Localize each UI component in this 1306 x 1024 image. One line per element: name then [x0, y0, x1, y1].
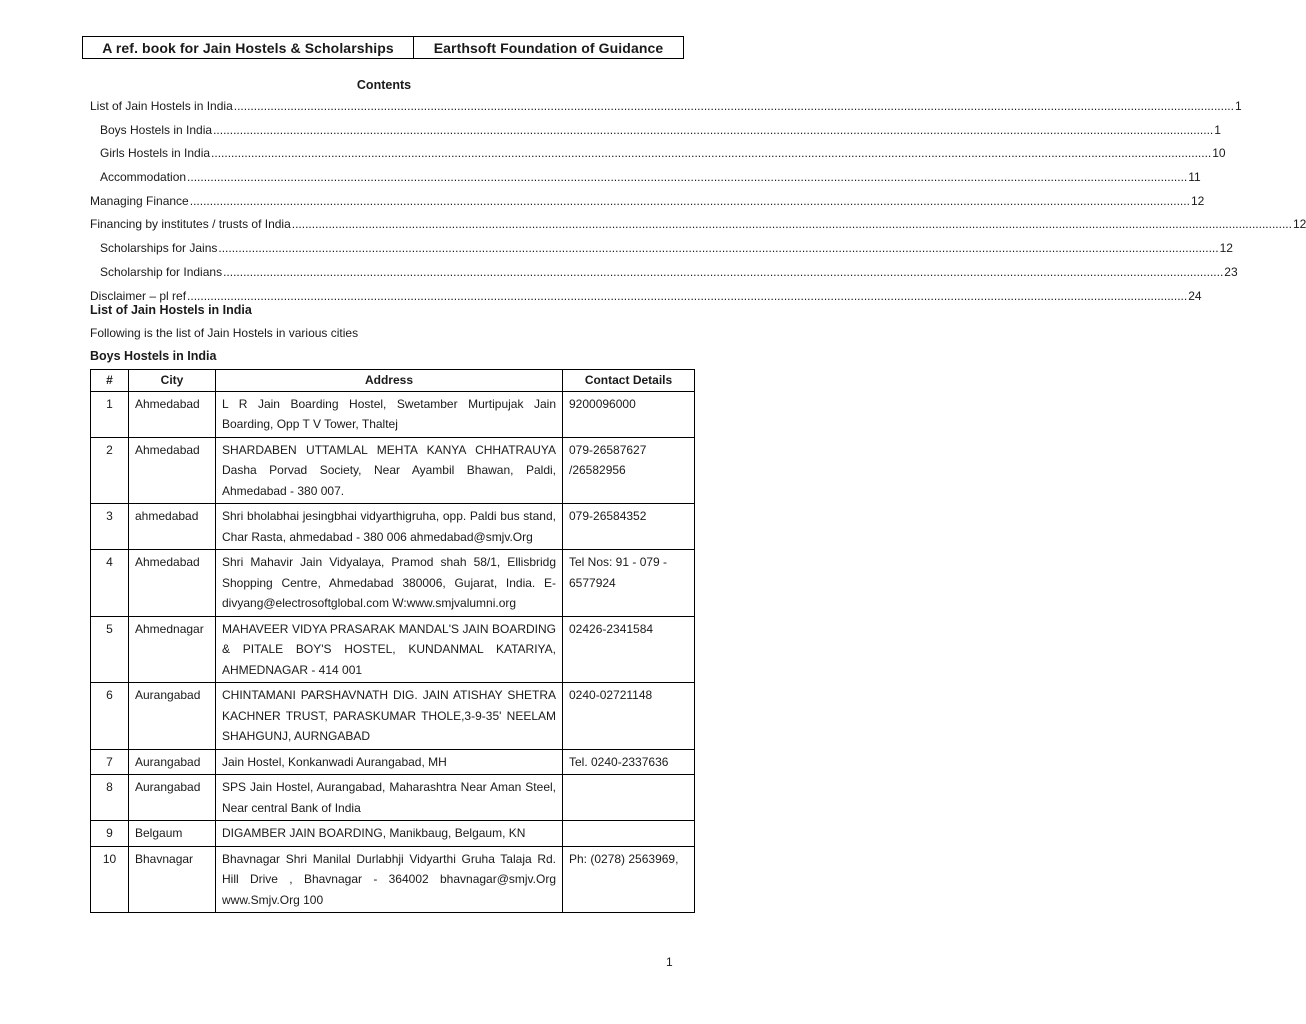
toc-dot-leader: ............................................................................................................................................................................................................................................................................................................ [189, 193, 1190, 208]
toc-entry[interactable] [90, 122, 1221, 147]
hostel-city: Ahmedabad [129, 550, 216, 617]
table-row [91, 550, 695, 617]
toc-dot-leader: ............................................................................................................................................................................................................................................................................................................ [218, 241, 1219, 256]
hostel-number: 5 [91, 616, 129, 683]
toc-entry-page: 1 [1214, 122, 1221, 137]
hostel-address: Shri Mahavir Jain Vidyalaya, Pramod shah 58/1, Ellisbridg Shopping Centre, Ahmedabad 380006, Gujarat, India. E- divyang@electrosoftglobal.com W:www.smjvalumni.org [216, 550, 563, 617]
table-row [91, 775, 695, 821]
hostel-contact: Tel Nos: 91 - 079 - 6577924 [563, 550, 695, 617]
col-header-number: # [91, 370, 129, 392]
hostel-address: MAHAVEER VIDYA PRASARAK MANDAL'S JAIN BOARDING & PITALE BOY'S HOSTEL, KUNDANMAL KATARIYA, AHMEDNAGAR - 414 001 [216, 616, 563, 683]
table-row [91, 749, 695, 775]
hostel-contact [563, 821, 695, 847]
toc-entry[interactable] [90, 217, 1306, 241]
hostel-city: Ahmedabad [129, 437, 216, 504]
contents-title: Contents [356, 78, 412, 92]
table-row [91, 616, 695, 683]
toc-entry-label: List of Jain Hostels in India [90, 99, 233, 113]
hostel-address: Jain Hostel, Konkanwadi Aurangabad, MH [216, 749, 563, 775]
hostel-number: 3 [91, 504, 129, 550]
hostel-address: L R Jain Boarding Hostel, Swetamber Murtipujak Jain Boarding, Opp T V Tower, Thaltej [216, 391, 563, 437]
toc-dot-leader: ............................................................................................................................................................................................................................................................................................................ [187, 288, 1188, 303]
toc-entry-label: Managing Finance [90, 193, 189, 208]
hostel-address: Bhavnagar Shri Manilal Durlabhji Vidyarthi Gruha Talaja Rd. Hill Drive , Bhavnagar - 364002 bhavnagar@smjv.Org www.Smjv.Org 100 [216, 846, 563, 913]
toc-entry-label: Scholarship for Indians [100, 264, 223, 279]
toc-entry-label: Boys Hostels in India [100, 122, 213, 137]
hostel-contact: Ph: (0278) 2563969, [563, 846, 695, 913]
hostel-number: 7 [91, 749, 129, 775]
hostel-contact: 02426-2341584 [563, 616, 695, 683]
toc-entry[interactable] [90, 264, 1238, 289]
hostel-number: 8 [91, 775, 129, 821]
table-row [91, 437, 695, 504]
intro-text: Following is the list of Jain Hostels in various cities [90, 326, 359, 340]
hostel-city: Ahmedabad [129, 391, 216, 437]
header-organization: Earthsoft Foundation of Guidance [433, 39, 664, 56]
document-header [82, 36, 684, 59]
toc-entry[interactable] [90, 170, 1201, 194]
hostel-number: 4 [91, 550, 129, 617]
toc-entry-page: 24 [1188, 288, 1202, 303]
hostel-contact [563, 775, 695, 821]
hostel-city: Ahmednagar [129, 616, 216, 683]
col-header-city: City [129, 370, 216, 392]
hostel-contact: Tel. 0240-2337636 [563, 749, 695, 775]
subsection-heading: Boys Hostels in India [90, 349, 217, 363]
toc-entry-page: 12 [1292, 217, 1306, 232]
toc-entry-page: 10 [1212, 146, 1226, 161]
hostel-city: Belgaum [129, 821, 216, 847]
table-of-contents [90, 99, 1306, 312]
page-number: 1 [666, 955, 673, 969]
toc-entry[interactable] [90, 146, 1226, 170]
toc-entry-label: Disclaimer – pl ref [90, 288, 187, 303]
toc-entry-page: 11 [1188, 170, 1201, 185]
hostel-contact: 0240-02721148 [563, 683, 695, 750]
hostel-city: Bhavnagar [129, 846, 216, 913]
hostel-contact: 9200096000 [563, 391, 695, 437]
hostel-address: Shri bholabhai jesingbhai vidyarthigruha, opp. Paldi bus stand, Char Rasta, ahmedabad - 380 006 ahmedabad@smjv.Org [216, 504, 563, 550]
hostel-number: 10 [91, 846, 129, 913]
toc-dot-leader: ............................................................................................................................................................................................................................................................................................................ [223, 264, 1224, 279]
table-row [91, 846, 695, 913]
toc-entry-page: 12 [1219, 241, 1233, 256]
hostel-address: CHINTAMANI PARSHAVNATH DIG. JAIN ATISHAY SHETRA KACHNER TRUST, PARASKUMAR THOLE,3-9-35' NEELAM SHAHGUNJ, AURNGABAD [216, 683, 563, 750]
table-row [91, 391, 695, 437]
toc-dot-leader: ............................................................................................................................................................................................................................................................................................................ [211, 146, 1212, 161]
hostel-city: Aurangabad [129, 683, 216, 750]
hostel-city: Aurangabad [129, 749, 216, 775]
toc-entry-label: Girls Hostels in India [100, 146, 211, 161]
header-book-title: A ref. book for Jain Hostels & Scholarships [83, 37, 414, 58]
toc-entry-label: Scholarships for Jains [100, 241, 218, 256]
table-row [91, 683, 695, 750]
toc-entry-page: 23 [1224, 264, 1238, 279]
table-row [91, 504, 695, 550]
hostels-table [90, 369, 695, 913]
toc-entry-page: 12 [1190, 193, 1205, 208]
table-row [91, 821, 695, 847]
table-header-row [91, 370, 695, 392]
toc-entry[interactable] [90, 241, 1233, 265]
section-heading: List of Jain Hostels in India [90, 303, 252, 317]
hostel-number: 2 [91, 437, 129, 504]
hostel-number: 1 [91, 391, 129, 437]
toc-dot-leader: ............................................................................................................................................................................................................................................................................................................ [291, 217, 1292, 232]
hostel-contact: 079-26584352 [563, 504, 695, 550]
col-header-contact: Contact Details [563, 370, 695, 392]
hostel-address: DIGAMBER JAIN BOARDING, Manikbaug, Belgaum, KN [216, 821, 563, 847]
toc-entry-page: 1 [1234, 99, 1242, 113]
col-header-address: Address [216, 370, 563, 392]
toc-dot-leader: ............................................................................................................................................................................................................................................................................................................ [187, 170, 1188, 185]
toc-dot-leader: ............................................................................................................................................................................................................................................................................................................ [233, 99, 1234, 113]
toc-entry-label: Financing by institutes / trusts of India [90, 217, 291, 232]
toc-entry[interactable] [90, 193, 1205, 218]
hostel-city: ahmedabad [129, 504, 216, 550]
toc-dot-leader: ............................................................................................................................................................................................................................................................................................................ [213, 122, 1214, 137]
hostel-address: SPS Jain Hostel, Aurangabad, Maharashtra Near Aman Steel, Near central Bank of India [216, 775, 563, 821]
toc-entry[interactable] [90, 99, 1242, 123]
hostel-contact: 079-26587627 /26582956 [563, 437, 695, 504]
toc-entry-label: Accommodation [100, 170, 187, 185]
hostel-number: 6 [91, 683, 129, 750]
hostel-number: 9 [91, 821, 129, 847]
hostel-address: SHARDABEN UTTAMLAL MEHTA KANYA CHHATRAUYA Dasha Porvad Society, Near Ayambil Bhawan, Paldi, Ahmedabad - 380 007. [216, 437, 563, 504]
hostel-city: Aurangabad [129, 775, 216, 821]
